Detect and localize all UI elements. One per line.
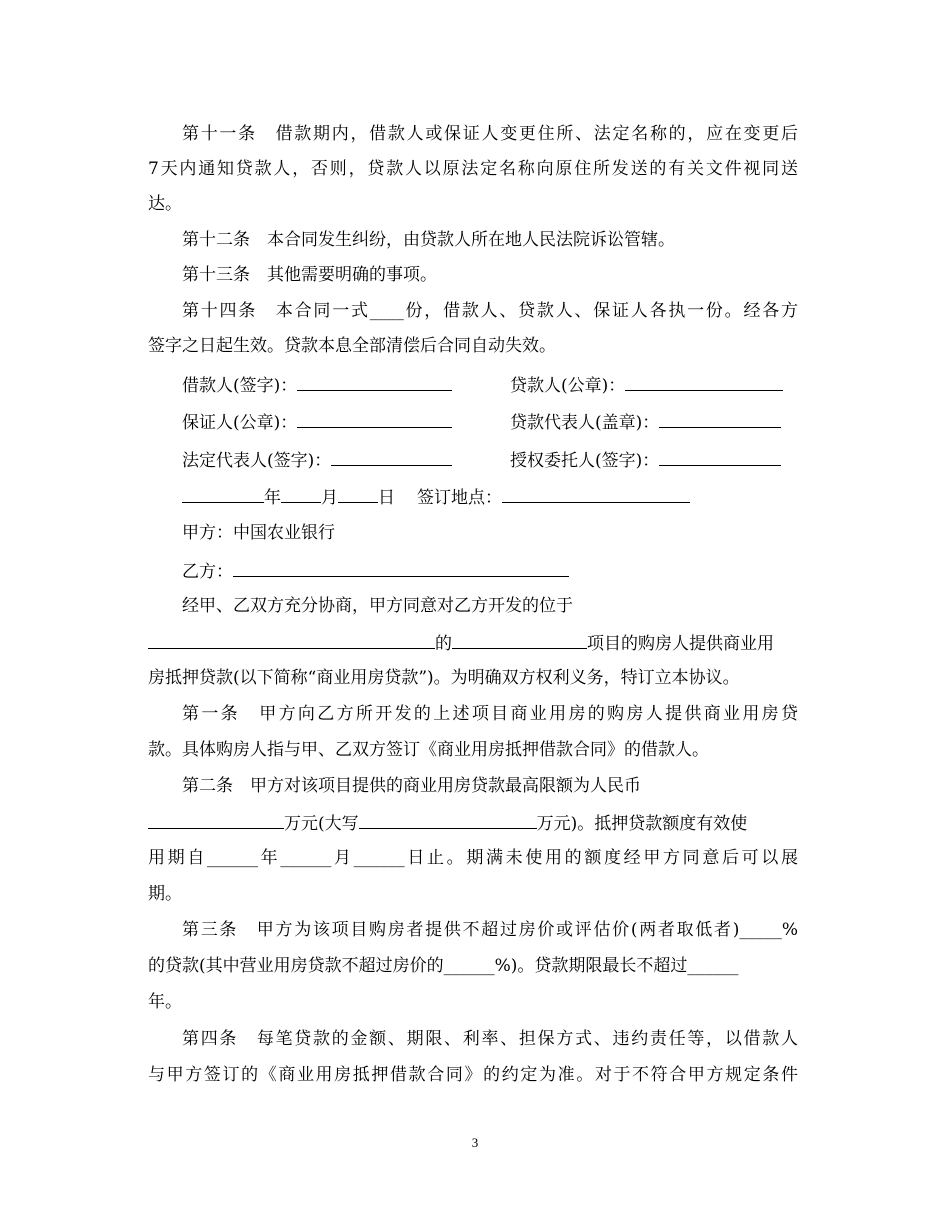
amount-words-blank [359, 812, 537, 829]
amount-tail-text: 万元)。抵押贷款额度有效使 [536, 814, 748, 834]
place-blank [502, 486, 690, 503]
authorized-agent [510, 449, 781, 471]
legal-rep-blank [331, 449, 452, 466]
article-11-line-3: 达。 [148, 194, 182, 214]
borrower-signature [182, 374, 452, 396]
preamble-line-3: 房抵押贷款(以下简称“商业用房贷款”)。为明确双方权利义务，特订立本协议。 [148, 668, 740, 688]
borrower-label: 借款人(签字)： [182, 376, 298, 396]
article-3-line-3: 年。 [148, 992, 182, 1012]
article-4-line-1: 第四条 每笔贷款的金额、期限、利率、担保方式、违约责任等，以借款人 [182, 1029, 798, 1049]
day-blank [338, 486, 378, 503]
lender-blank [625, 374, 783, 391]
signing-date-place [182, 486, 690, 508]
party-b-blank [233, 560, 569, 577]
lender-seal [510, 374, 783, 396]
authorized-label: 授权委托人(签字)： [510, 451, 660, 471]
article-13: 第十三条 其他需要明确的事项。 [182, 265, 437, 285]
article-4-line-2: 与甲方签订的《商业用房抵押借款合同》的约定为准。对于不符合甲方规定条件 [148, 1065, 798, 1085]
lender-rep-label: 贷款代表人(盖章)： [510, 413, 660, 433]
article-2-line-4: 期。 [148, 884, 182, 904]
article-2-line-3: 用期自______年______月______日止。期满未使用的额度经甲方同意后可以展 [148, 848, 798, 868]
month-blank [281, 486, 321, 503]
legal-rep-label: 法定代表人(签字)： [182, 451, 332, 471]
article-2-line-2 [148, 812, 747, 834]
article-14-line-2: 签字之日起生效。贷款本息全部清偿后合同自动失效。 [148, 336, 556, 356]
article-1-line-2: 款。具体购房人指与甲、乙双方签订《商业用房抵押借款合同》的借款人。 [148, 740, 709, 760]
location-blank [148, 632, 435, 649]
preamble-line-2 [148, 632, 774, 654]
day-label: 日 [378, 488, 395, 508]
project-blank [452, 632, 587, 649]
project-tail-text: 项目的购房人提供商业用 [587, 634, 774, 654]
amount-unit-text: 万元(大写 [284, 814, 359, 834]
lender-rep-blank [659, 411, 781, 428]
guarantor-label: 保证人(公章)： [182, 413, 298, 433]
legal-representative [182, 449, 452, 471]
article-3-line-2: 的贷款(其中营业用房贷款不超过房价的______%)。贷款期限最长不超过______ [148, 956, 739, 976]
year-label: 年 [264, 488, 281, 508]
article-3-line-1: 第三条 甲方为该项目购房者提供不超过房价或评估价(两者取低者)_____% [182, 920, 798, 940]
page-number: 3 [471, 1135, 479, 1150]
lender-representative [510, 411, 781, 433]
month-label: 月 [321, 488, 338, 508]
article-11-line-1: 第十一条 借款期内，借款人或保证人变更住所、法定名称的，应在变更后 [182, 124, 798, 144]
lender-label: 贷款人(公章)： [510, 376, 626, 396]
place-label: 签订地点： [417, 488, 502, 508]
guarantor-blank [297, 411, 452, 428]
article-11-line-2: 7天内通知贷款人，否则，贷款人以原法定名称向原住所发送的有关文件视同送 [148, 159, 798, 179]
article-2-line-1: 第二条 甲方对该项目提供的商业用房贷款最高限额为人民币 [182, 776, 641, 796]
amount-blank [148, 812, 284, 829]
party-a: 甲方：中国农业银行 [182, 523, 335, 543]
guarantor-seal [182, 411, 452, 433]
authorized-blank [659, 449, 781, 466]
borrower-blank [297, 374, 452, 391]
article-14-line-1: 第十四条 本合同一式____份，借款人、贷款人、保证人各执一份。经各方 [182, 301, 798, 321]
preamble-line-1: 经甲、乙双方充分协商，甲方同意对乙方开发的位于 [182, 596, 573, 616]
year-blank [182, 486, 264, 503]
party-b [182, 560, 569, 582]
article-12: 第十二条 本合同发生纠纷，由贷款人所在地人民法院诉讼管辖。 [182, 230, 675, 250]
article-1-line-1: 第一条 甲方向乙方所开发的上述项目商业用房的购房人提供商业用房贷 [182, 704, 798, 724]
project-of-label: 的 [435, 634, 452, 654]
party-b-label: 乙方： [182, 562, 233, 582]
